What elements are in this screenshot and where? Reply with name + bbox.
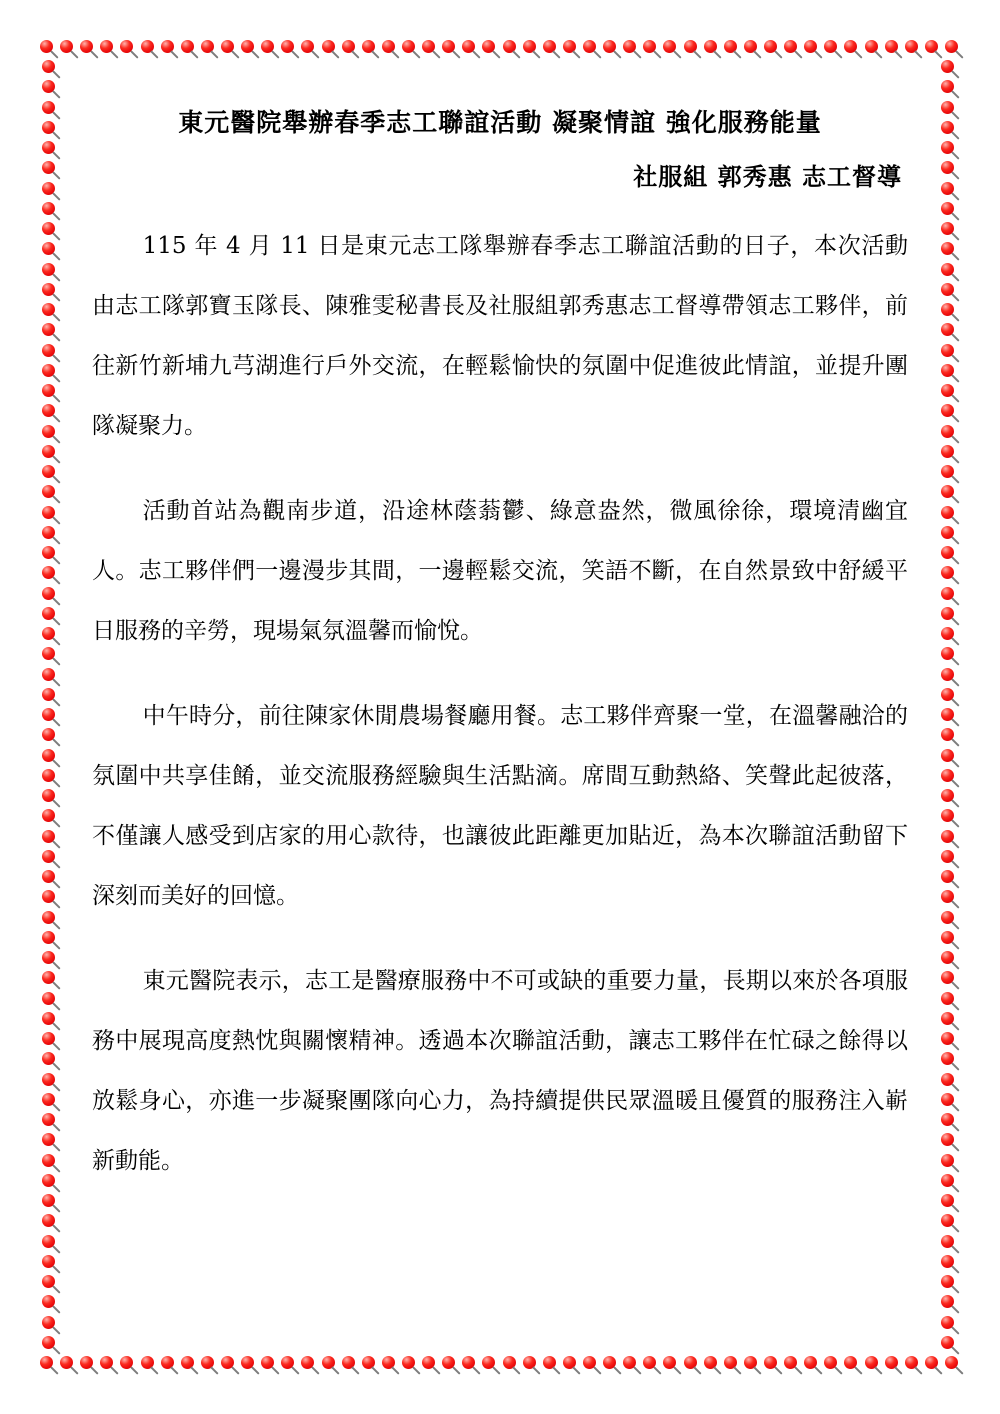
pushpin-icon [42,890,55,903]
pushpin-icon [42,647,55,660]
pushpin-icon [100,1356,113,1369]
pushpin-icon [40,1356,53,1369]
pushpin-icon [941,809,954,822]
pushpin-icon [42,992,55,1005]
pushpin-icon [744,1356,757,1369]
pushpin-icon [120,1356,133,1369]
pushpin-icon [941,121,954,134]
pushpin-icon [941,344,954,357]
pushpin-icon [181,40,194,53]
pushpin-icon [941,587,954,600]
pushpin-icon [941,60,954,73]
pushpin-icon [583,1356,596,1369]
pushpin-icon [941,1295,954,1308]
pushpin-icon [42,1214,55,1227]
pushpin-icon [503,40,516,53]
pushpin-icon [42,566,55,579]
pushpin-icon [42,161,55,174]
pushpin-icon [42,526,55,539]
pushpin-icon [941,323,954,336]
pushpin-icon [941,485,954,498]
pushpin-icon [301,1356,314,1369]
pushpin-icon [941,1194,954,1207]
pushpin-icon [543,1356,556,1369]
pushpin-icon [42,1154,55,1167]
pushpin-icon [80,1356,93,1369]
pushpin-icon [141,1356,154,1369]
pushpin-icon [563,40,576,53]
pushpin-icon [42,404,55,417]
pushpin-icon [941,1154,954,1167]
pushpin-icon [623,40,636,53]
pushpin-icon [42,222,55,235]
pushpin-icon [824,40,837,53]
pushpin-icon [42,384,55,397]
pushpin-icon [402,40,415,53]
pushpin-icon [42,506,55,519]
pushpin-icon [42,1235,55,1248]
pushpin-icon [42,1275,55,1288]
pushpin-icon [941,526,954,539]
pushpin-icon [42,101,55,114]
pushpin-icon [42,283,55,296]
pushpin-icon [301,40,314,53]
pushpin-icon [42,546,55,559]
pushpin-icon [941,971,954,984]
pushpin-icon [42,911,55,924]
pushpin-icon [42,1032,55,1045]
document-content [92,104,908,1216]
pushpin-icon [161,1356,174,1369]
pushpin-icon [281,1356,294,1369]
pushpin-icon [941,951,954,964]
pushpin-icon [941,1255,954,1268]
pushpin-icon [941,202,954,215]
pushpin-icon [80,40,93,53]
pushpin-icon [42,951,55,964]
pushpin-icon [523,40,536,53]
pushpin-icon [945,40,958,53]
pushpin-icon [42,749,55,762]
pushpin-icon [941,1235,954,1248]
pushpin-icon [42,769,55,782]
pushpin-icon [42,587,55,600]
pushpin-icon [941,546,954,559]
pushpin-icon [764,1356,777,1369]
pushpin-icon [941,222,954,235]
pushpin-icon [583,40,596,53]
pushpin-icon [941,283,954,296]
pushpin-icon [663,40,676,53]
pushpin-icon [42,485,55,498]
pushpin-icon [941,1336,954,1349]
body-paragraph: 活動首站為觀南步道，沿途林蔭蓊鬱、綠意盎然，微風徐徐，環境清幽宜人。志工夥伴們一邊漫步其間，一邊輕鬆交流，笑語不斷，在自然景致中舒緩平日服務的辛勞，現場氣氛溫馨而愉悅。 [92,498,908,644]
pushpin-icon [623,1356,636,1369]
body-paragraph: 東元醫院表示，志工是醫療服務中不可或缺的重要力量，長期以來於各項服務中展現高度熱忱與關懷精神。透過本次聯誼活動，讓志工夥伴在忙碌之餘得以放鬆身心，亦進一步凝聚團隊向心力，為持續提供民眾溫暖且優質的服務注入嶄新動能。 [92,968,908,1174]
pushpin-icon [724,1356,737,1369]
pushpin-icon [941,931,954,944]
pushpin-icon [342,40,355,53]
pushpin-icon [422,1356,435,1369]
pushpin-icon [941,1093,954,1106]
pushpin-icon [941,627,954,640]
pushpin-icon [885,1356,898,1369]
pushpin-icon [42,344,55,357]
pushpin-icon [60,1356,73,1369]
pushpin-icon [42,425,55,438]
pushpin-icon [322,1356,335,1369]
pushpin-icon [941,1275,954,1288]
pushpin-icon [442,40,455,53]
pushpin-icon [885,40,898,53]
pushpin-icon [941,830,954,843]
pushpin-icon [42,364,55,377]
pushpin-icon [704,1356,717,1369]
pushpin-icon [42,1194,55,1207]
pushpin-icon [941,182,954,195]
pushpin-icon [941,749,954,762]
pushpin-icon [941,1012,954,1025]
pushpin-icon [42,1012,55,1025]
pushpin-icon [42,668,55,681]
pushpin-icon [941,789,954,802]
pushpin-icon [643,40,656,53]
pushpin-icon [784,40,797,53]
pushpin-icon [941,80,954,93]
pushpin-icon [941,850,954,863]
pushpin-icon [941,1032,954,1045]
pushpin-icon [42,242,55,255]
pushpin-icon [824,1356,837,1369]
pushpin-icon [42,80,55,93]
pushpin-icon [941,263,954,276]
pushpin-icon [42,121,55,134]
pushpin-icon [42,1255,55,1268]
pushpin-icon [42,1295,55,1308]
pushpin-icon [905,1356,918,1369]
pushpin-icon [941,242,954,255]
pushpin-icon [905,40,918,53]
pushpin-icon [724,40,737,53]
pushpin-icon [684,1356,697,1369]
pushpin-icon [42,627,55,640]
pushpin-icon [342,1356,355,1369]
pushpin-icon [941,465,954,478]
pushpin-icon [764,40,777,53]
pushpin-icon [941,1174,954,1187]
pushpin-icon [925,40,938,53]
pushpin-icon [42,202,55,215]
pushpin-icon [482,1356,495,1369]
pushpin-icon [442,1356,455,1369]
pushpin-icon [663,1356,676,1369]
pushpin-icon [643,1356,656,1369]
pushpin-icon [941,992,954,1005]
pushpin-icon [804,1356,817,1369]
pushpin-icon [462,40,475,53]
pushpin-icon [42,1052,55,1065]
pushpin-icon [221,40,234,53]
pushpin-icon [844,40,857,53]
pushpin-icon [941,303,954,316]
pushpin-icon [563,1356,576,1369]
pushpin-icon [941,911,954,924]
body-paragraph: 中午時分，前往陳家休閒農場餐廳用餐。志工夥伴齊聚一堂，在溫馨融洽的氛圍中共享佳餚，並交流服務經驗與生活點滴。席間互動熱絡、笑聲此起彼落，不僅讓人感受到店家的用心款待，也讓彼此距離更加貼近，為本次聯誼活動留下深刻而美好的回憶。 [92,703,908,909]
pushpin-icon [941,566,954,579]
pushpin-icon [925,1356,938,1369]
document-byline: 社服組 郭秀惠 志工督導 [633,162,902,191]
pushpin-icon [941,1316,954,1329]
pushpin-icon [181,1356,194,1369]
pushpin-icon [42,1073,55,1086]
pushpin-icon [941,647,954,660]
pushpin-icon [221,1356,234,1369]
pushpin-icon [42,465,55,478]
pushpin-icon [42,688,55,701]
pushpin-icon [42,60,55,73]
pushpin-icon [42,1336,55,1349]
pushpin-icon [941,384,954,397]
pushpin-icon [941,364,954,377]
pushpin-icon [941,445,954,458]
pushpin-icon [941,708,954,721]
pushpin-icon [482,40,495,53]
pushpin-icon [941,1214,954,1227]
pushpin-icon [322,40,335,53]
pushpin-icon [42,809,55,822]
pushpin-icon [42,728,55,741]
pushpin-icon [941,404,954,417]
pushpin-icon [941,1113,954,1126]
pushpin-icon [941,769,954,782]
pushpin-icon [941,101,954,114]
pushpin-icon [42,850,55,863]
pushpin-icon [60,40,73,53]
pushpin-icon [40,40,53,53]
pushpin-icon [261,40,274,53]
pushpin-icon [42,1316,55,1329]
pushpin-icon [42,1174,55,1187]
pushpin-icon [42,870,55,883]
pushpin-icon [42,303,55,316]
pushpin-icon [941,688,954,701]
pushpin-icon [784,1356,797,1369]
pushpin-icon [241,40,254,53]
pushpin-icon [42,1093,55,1106]
pushpin-icon [161,40,174,53]
pushpin-icon [941,1052,954,1065]
pushpin-icon [941,506,954,519]
pushpin-icon [42,607,55,620]
pushpin-icon [603,40,616,53]
pushpin-icon [804,40,817,53]
pushpin-icon [704,40,717,53]
document-body [92,216,908,1191]
pushpin-icon [402,1356,415,1369]
pushpin-icon [42,708,55,721]
pushpin-icon [422,40,435,53]
pushpin-icon [941,1133,954,1146]
pushpin-icon [941,425,954,438]
pushpin-icon [941,607,954,620]
pushpin-icon [744,40,757,53]
pushpin-icon [42,445,55,458]
pushpin-icon [42,141,55,154]
pushpin-icon [603,1356,616,1369]
pushpin-icon [941,161,954,174]
pushpin-icon [941,728,954,741]
pushpin-icon [362,1356,375,1369]
pushpin-icon [42,323,55,336]
pushpin-icon [42,182,55,195]
pushpin-icon [844,1356,857,1369]
pushpin-icon [100,40,113,53]
pushpin-icon [382,40,395,53]
pushpin-icon [42,1113,55,1126]
pushpin-icon [941,870,954,883]
pushpin-icon [362,40,375,53]
pushpin-icon [941,1073,954,1086]
pushpin-icon [241,1356,254,1369]
body-paragraph: 115 年 4 月 11 日是東元志工隊舉辦春季志工聯誼活動的日子，本次活動由志工隊郭寶玉隊長、陳雅雯秘書長及社服組郭秀惠志工督導帶領志工夥伴，前往新竹新埔九芎湖進行戶外交流，在輕鬆愉快的氛圍中促進彼此情誼，並提升團隊凝聚力。 [92,233,908,439]
pushpin-icon [120,40,133,53]
pushpin-icon [941,890,954,903]
pushpin-icon [865,1356,878,1369]
pushpin-icon [42,931,55,944]
pushpin-icon [42,789,55,802]
pushpin-icon [941,668,954,681]
pushpin-icon [42,830,55,843]
pushpin-icon [684,40,697,53]
pushpin-icon [382,1356,395,1369]
pushpin-icon [42,263,55,276]
pushpin-icon [141,40,154,53]
pushpin-icon [543,40,556,53]
pushpin-icon [201,1356,214,1369]
pushpin-icon [945,1356,958,1369]
pushpin-icon [865,40,878,53]
pushpin-icon [503,1356,516,1369]
document-title: 東元醫院舉辦春季志工聯誼活動 凝聚情誼 強化服務能量 [178,108,822,137]
pushpin-icon [462,1356,475,1369]
pushpin-icon [281,40,294,53]
pushpin-icon [42,971,55,984]
pushpin-icon [201,40,214,53]
pushpin-icon [523,1356,536,1369]
pushpin-icon [261,1356,274,1369]
pushpin-icon [941,141,954,154]
pushpin-icon [42,1133,55,1146]
